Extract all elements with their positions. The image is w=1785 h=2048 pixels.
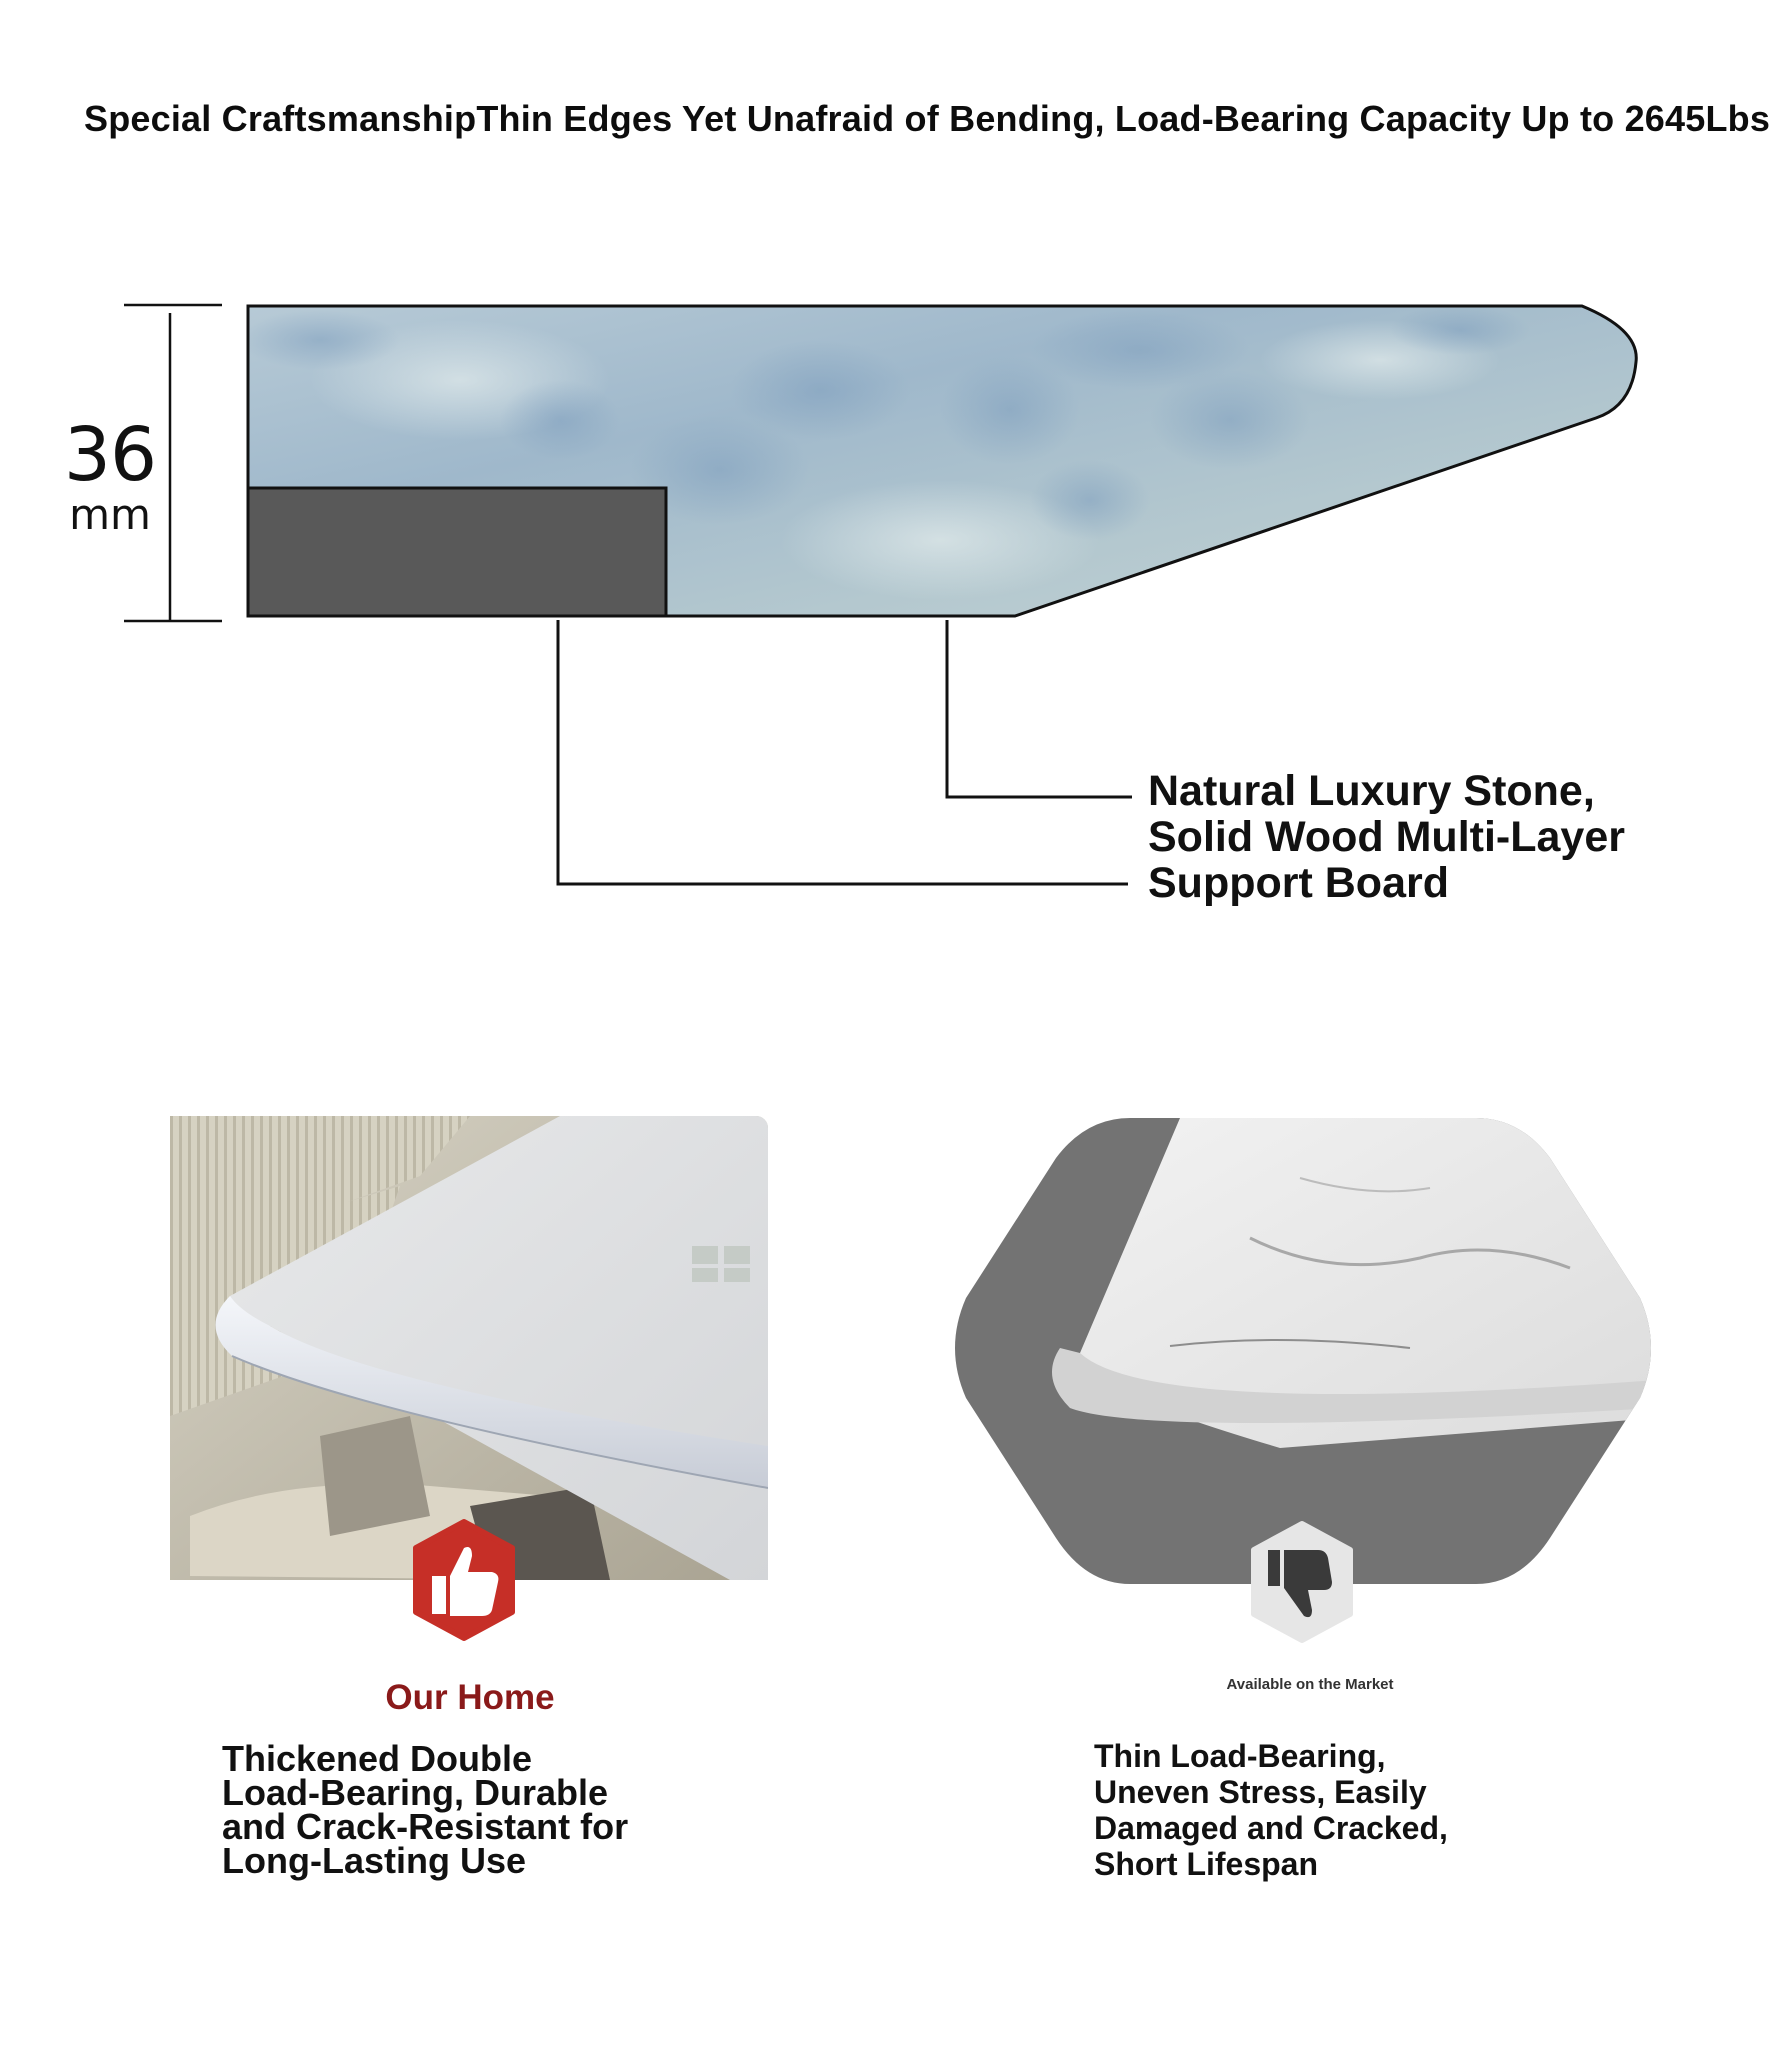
our-home-line: Thickened Double	[222, 1738, 533, 1779]
market-description	[1094, 1738, 1514, 1882]
material-label-line: Solid Wood Multi-Layer	[1148, 813, 1625, 861]
our-home-line: Long-Lasting Use	[222, 1840, 526, 1881]
dimension-value: 36	[63, 412, 157, 498]
material-label	[1148, 768, 1668, 906]
page-headline: Special CraftsmanshipThin Edges Yet Unafraid of Bending, Load-Bearing Capacity Up to 2645Lbs	[84, 98, 1771, 139]
our-home-line: Load-Bearing, Durable	[222, 1772, 609, 1813]
thumbs-up-icon	[406, 1518, 522, 1642]
our-home-table-photo	[170, 1116, 768, 1580]
our-home-line: and Crack-Resistant for	[222, 1806, 629, 1847]
market-table-photo	[950, 1118, 1656, 1584]
market-line: Thin Load-Bearing,	[1094, 1738, 1386, 1774]
support-board	[248, 488, 666, 616]
market-line: Short Lifespan	[1094, 1846, 1319, 1882]
leader-lines	[558, 620, 1132, 884]
market-line: Uneven Stress, Easily	[1094, 1774, 1427, 1810]
our-home-title: Our Home	[385, 1678, 555, 1717]
thumbs-down-icon	[1244, 1520, 1360, 1644]
material-label-line: Support Board	[1148, 859, 1449, 907]
market-line: Damaged and Cracked,	[1094, 1810, 1448, 1846]
our-home-description	[222, 1738, 682, 1881]
market-title: Available on the Market	[1226, 1676, 1394, 1693]
material-label-line: Natural Luxury Stone,	[1148, 767, 1595, 815]
dimension-unit: mm	[69, 490, 151, 539]
